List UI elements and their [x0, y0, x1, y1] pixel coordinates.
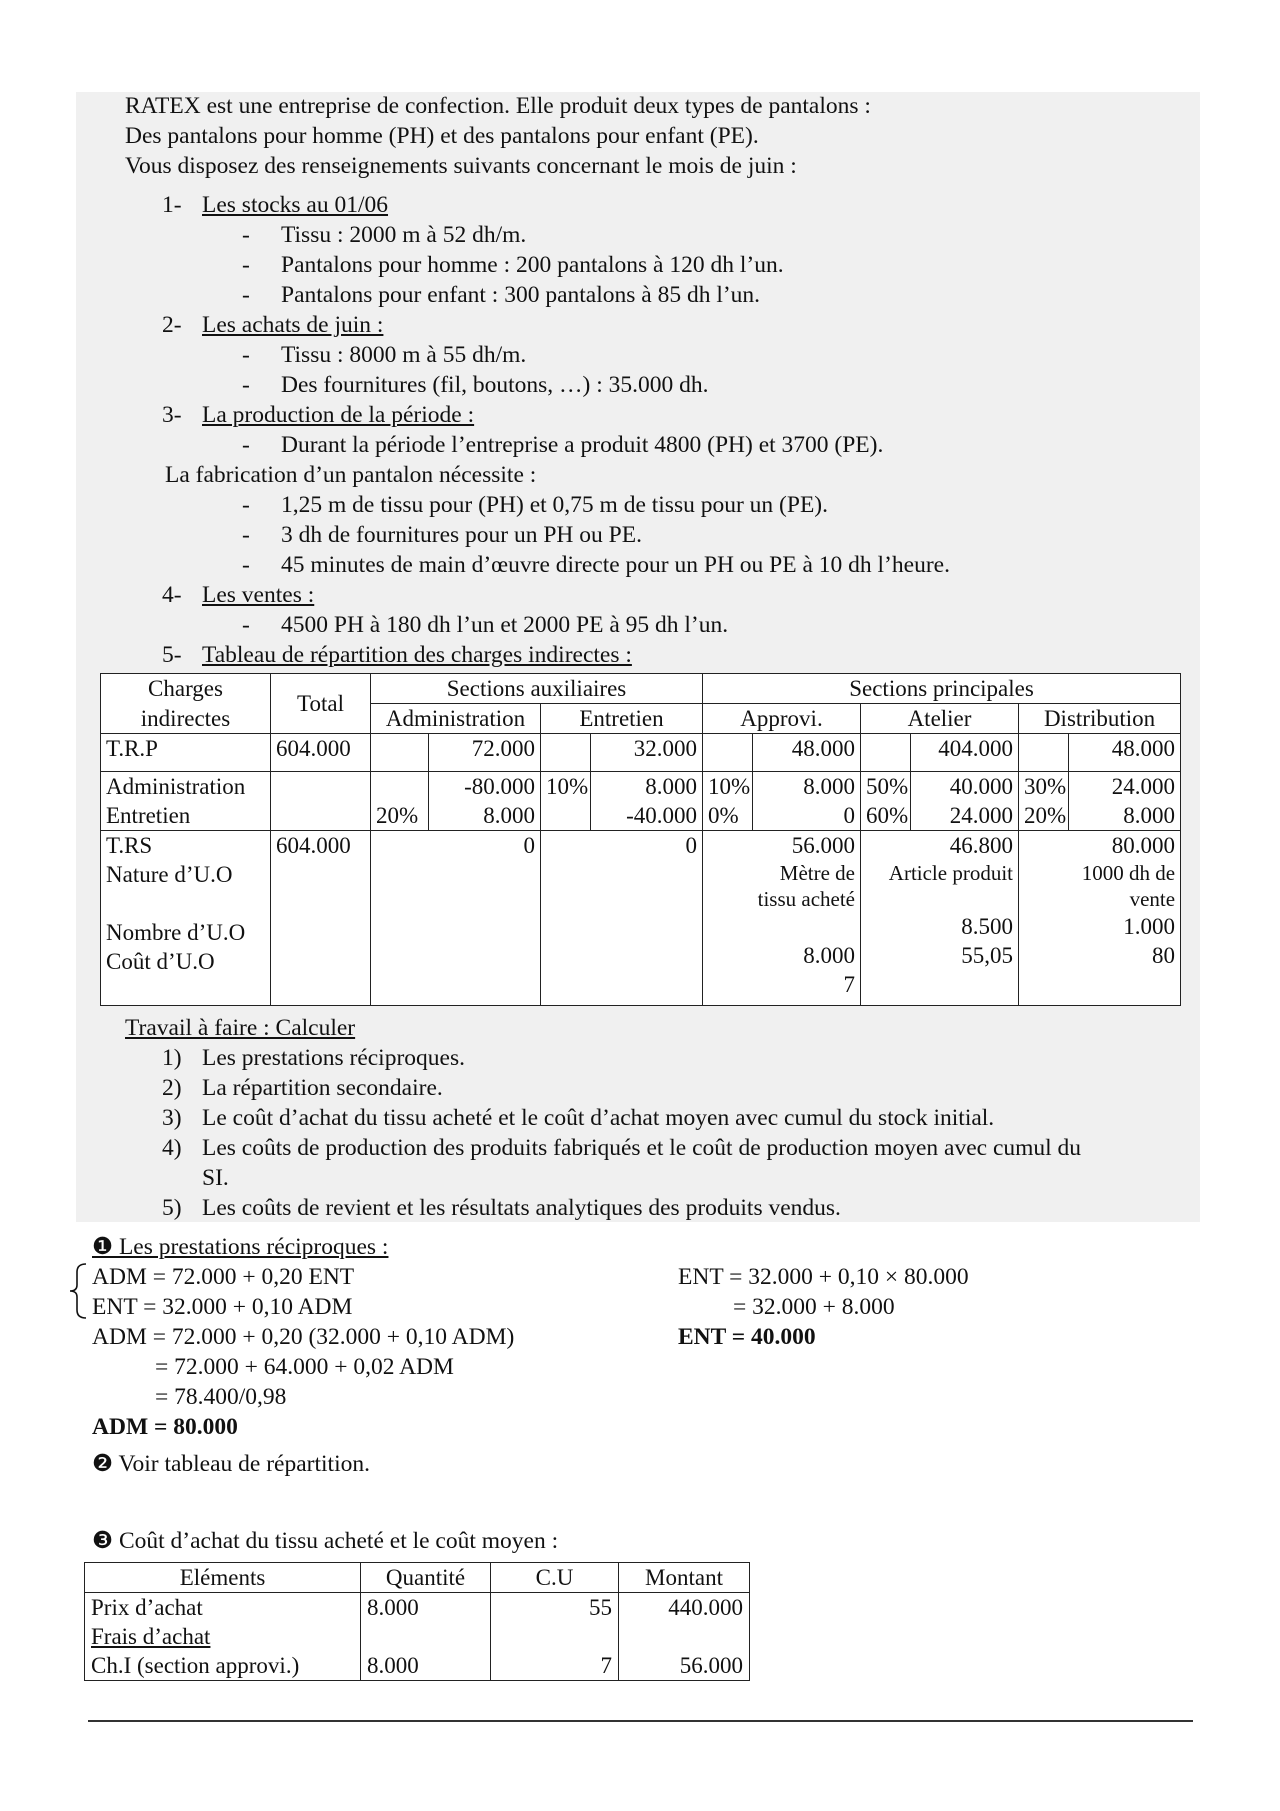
table-header-row [101, 674, 1181, 704]
adm-result: ADM = 80.000 [92, 1414, 238, 1440]
cell-dis: 8.000 [1069, 801, 1181, 831]
table-header-row [85, 1563, 750, 1593]
bullet-dash: - [242, 492, 250, 518]
task-text-continued: SI. [202, 1165, 229, 1191]
table-row-trs [101, 831, 1181, 1006]
table-subheader-row [101, 704, 1181, 734]
row-label: Administration [101, 772, 271, 802]
cout-atelier: 55,05 [961, 943, 1013, 968]
intro-line-2: Des pantalons pour homme (PH) et des pantalons pour enfant (PE). [125, 123, 759, 149]
ent-calculation: ENT = 32.000 + 0,10 × 80.000 [678, 1264, 969, 1290]
row-label: Entretien [101, 801, 271, 831]
bullet-dash: - [242, 432, 250, 458]
intro-line-1: RATEX est une entreprise de confection. Elle produit deux types de pantalons : [125, 93, 871, 119]
task-text: Les coûts de revient et les résultats analytiques des produits vendus. [202, 1195, 841, 1221]
nombre-distribution: 1.000 [1123, 914, 1176, 939]
header-aux-sections: Sections auxiliaires [371, 674, 703, 704]
header-atelier: Atelier [861, 704, 1019, 734]
nature-distribution-2: vente [1129, 887, 1176, 911]
cell-app: 0 [753, 801, 861, 831]
production-item: Durant la période l’entreprise a produit 4800 (PH) et 3700 (PE). [281, 432, 884, 458]
cell-ent: 32.000 [591, 734, 703, 772]
cell-ent-pct: 10% [541, 772, 591, 802]
nature-distribution-1: 1000 dh de [1081, 861, 1176, 885]
cout-distribution: 80 [1152, 943, 1176, 968]
distribution-block [1019, 831, 1181, 1006]
travail-title: Travail à faire : Calculer [125, 1015, 356, 1041]
equation-step: = 78.400/0,98 [155, 1384, 287, 1410]
table-row-administration [101, 772, 1181, 802]
header-approvi: Approvi. [703, 704, 861, 734]
row-frais-achat: Frais d’achat [91, 1624, 211, 1649]
cell-total: 604.000 [271, 831, 371, 1006]
table-row-entretien [101, 801, 1181, 831]
nature-approvi-1: Mètre de [779, 861, 855, 885]
section-5-title: Tableau de répartition des charges indirectes : [202, 642, 632, 668]
sales-item: 4500 PH à 180 dh l’un et 2000 PE à 95 dh l’un. [281, 612, 729, 638]
cell-cu: 7 [491, 1651, 619, 1681]
row-label: T.R.P [101, 734, 271, 772]
atelier-block [861, 831, 1019, 1006]
production-note: La fabrication d’un pantalon nécessite : [165, 462, 537, 488]
task-text: Les coûts de production des produits fabriqués et le coût de production moyen avec cumul du [202, 1135, 1082, 1161]
requirement-item: 45 minutes de main d’œuvre directe pour un PH ou PE à 10 dh l’heure. [281, 552, 950, 578]
section-2-number: 2- [162, 312, 182, 338]
cell-quantite: 8.000 [361, 1651, 491, 1681]
cell-ate-pct: 50% [861, 772, 911, 802]
cell-dis-pct: 20% [1019, 801, 1069, 831]
task-text: La répartition secondaire. [202, 1075, 443, 1101]
ent-result: ENT = 40.000 [678, 1324, 816, 1350]
label-nature: Nature d’U.O [106, 862, 233, 887]
requirement-item: 1,25 m de tissu pour (PH) et 0,75 m de tissu pour un (PE). [281, 492, 828, 518]
stock-item: Pantalons pour enfant : 300 pantalons à 85 dh l’un. [281, 282, 761, 308]
task-number: 3) [162, 1105, 182, 1131]
bullet-dash: - [242, 372, 250, 398]
label-trs: T.RS [106, 833, 153, 858]
bullet-dash: - [242, 252, 250, 278]
bullet-dash: - [242, 612, 250, 638]
cell-app: 48.000 [753, 734, 861, 772]
approvi-block [703, 831, 861, 1006]
ent-calculation-step: = 32.000 + 8.000 [733, 1294, 895, 1320]
cell-adm: 72.000 [429, 734, 541, 772]
footer-rule [88, 1720, 1193, 1722]
cell-ate: 40.000 [911, 772, 1019, 802]
label-nombre: Nombre d’U.O [106, 920, 246, 945]
header-entretien: Entretien [541, 704, 703, 734]
table-row [85, 1651, 750, 1681]
cell-cu: 55 [491, 1593, 619, 1652]
section-3-number: 3- [162, 402, 182, 428]
cell-app-pct: 0% [703, 801, 753, 831]
equation-ent: ENT = 32.000 + 0,10 ADM [92, 1294, 353, 1320]
nature-atelier: Article produit [888, 861, 1013, 885]
header-principal-sections: Sections principales [703, 674, 1181, 704]
header-administration: Administration [371, 704, 541, 734]
label-cout: Coût d’U.O [106, 949, 215, 974]
cell-adm: 8.000 [429, 801, 541, 831]
header-cu: C.U [491, 1563, 619, 1593]
task-text: Le coût d’achat du tissu acheté et le coût d’achat moyen avec cumul du stock initial. [202, 1105, 995, 1131]
requirement-item: 3 dh de fournitures pour un PH ou PE. [281, 522, 642, 548]
nombre-approvi: 8.000 [803, 943, 855, 968]
cell-ate: 404.000 [911, 734, 1019, 772]
header-montant: Montant [619, 1563, 750, 1593]
row-charges-indirectes: Ch.I (section approvi.) [85, 1651, 361, 1681]
cell-ent: 8.000 [591, 772, 703, 802]
bullet-dash: - [242, 222, 250, 248]
intro-line-3: Vous disposez des renseignements suivants concernant le mois de juin : [125, 153, 797, 179]
cout-approvi: 7 [843, 972, 855, 997]
cell-ent: 0 [541, 831, 703, 1006]
cell-ate-pct: 60% [861, 801, 911, 831]
purchase-item: Tissu : 8000 m à 55 dh/m. [281, 342, 527, 368]
section-1-title: Les stocks au 01/06 [202, 192, 389, 218]
header-indirectes: indirectes [101, 704, 271, 734]
section-4-title: Les ventes : [202, 582, 315, 608]
cell-ent: -40.000 [591, 801, 703, 831]
cell-ate: 24.000 [911, 801, 1019, 831]
equation-substitution: ADM = 72.000 + 0,20 (32.000 + 0,10 ADM) [92, 1324, 515, 1350]
nombre-atelier: 8.500 [961, 914, 1013, 939]
cell-app-trs: 56.000 [791, 833, 855, 858]
cell-dis: 24.000 [1069, 772, 1181, 802]
bullet-dash: - [242, 522, 250, 548]
stock-item: Tissu : 2000 m à 52 dh/m. [281, 222, 527, 248]
cell-montant: 440.000 [619, 1593, 750, 1652]
equation-adm: ADM = 72.000 + 0,20 ENT [92, 1264, 355, 1290]
header-charges: Charges [101, 674, 271, 704]
task-number: 1) [162, 1045, 182, 1071]
equation-step: = 72.000 + 64.000 + 0,02 ADM [155, 1354, 454, 1380]
task-number: 4) [162, 1135, 182, 1161]
cell-adm-pct: 20% [371, 801, 429, 831]
section-4-number: 4- [162, 582, 182, 608]
bullet-dash: - [242, 552, 250, 578]
nature-approvi-2: tissu acheté [757, 887, 855, 911]
cell-dis: 48.000 [1069, 734, 1181, 772]
header-elements: Eléments [85, 1563, 361, 1593]
cell-dis-pct: 30% [1019, 772, 1069, 802]
purchase-item: Des fournitures (fil, boutons, …) : 35.000 dh. [281, 372, 709, 398]
cout-achat-table [84, 1562, 750, 1681]
header-quantite: Quantité [361, 1563, 491, 1593]
section-3-title: La production de la période : [202, 402, 475, 428]
bullet-dash: - [242, 342, 250, 368]
cell-ate-trs: 46.800 [949, 833, 1013, 858]
table-row-trp [101, 734, 1181, 772]
header-distribution: Distribution [1019, 704, 1181, 734]
stock-item: Pantalons pour homme : 200 pantalons à 120 dh l’un. [281, 252, 784, 278]
brace-icon [68, 1262, 90, 1320]
section-2-title: Les achats de juin : [202, 312, 384, 338]
cell-total: 604.000 [271, 734, 371, 772]
section-1-number: 1- [162, 192, 182, 218]
row-label-block [101, 831, 271, 1006]
bullet-dash: - [242, 282, 250, 308]
solution-2: ❷ Voir tableau de répartition. [92, 1451, 370, 1477]
solution-1-title: ❶ Les prestations réciproques : [92, 1234, 389, 1260]
cell-dis-trs: 80.000 [1111, 833, 1176, 858]
row-prix-achat: Prix d’achat [91, 1595, 203, 1620]
section-5-number: 5- [162, 642, 182, 668]
table-row [85, 1593, 750, 1652]
cell-adm: -80.000 [429, 772, 541, 802]
task-number: 2) [162, 1075, 182, 1101]
cell-quantite: 8.000 [361, 1593, 491, 1652]
cell-app: 8.000 [753, 772, 861, 802]
cell-adm: 0 [371, 831, 541, 1006]
task-number: 5) [162, 1195, 182, 1221]
cell-montant: 56.000 [619, 1651, 750, 1681]
task-text: Les prestations réciproques. [202, 1045, 465, 1071]
solution-3-title: ❸ Coût d’achat du tissu acheté et le coût moyen : [92, 1528, 559, 1554]
header-total: Total [271, 674, 371, 734]
cell-app-pct: 10% [703, 772, 753, 802]
repartition-table [100, 673, 1181, 1006]
